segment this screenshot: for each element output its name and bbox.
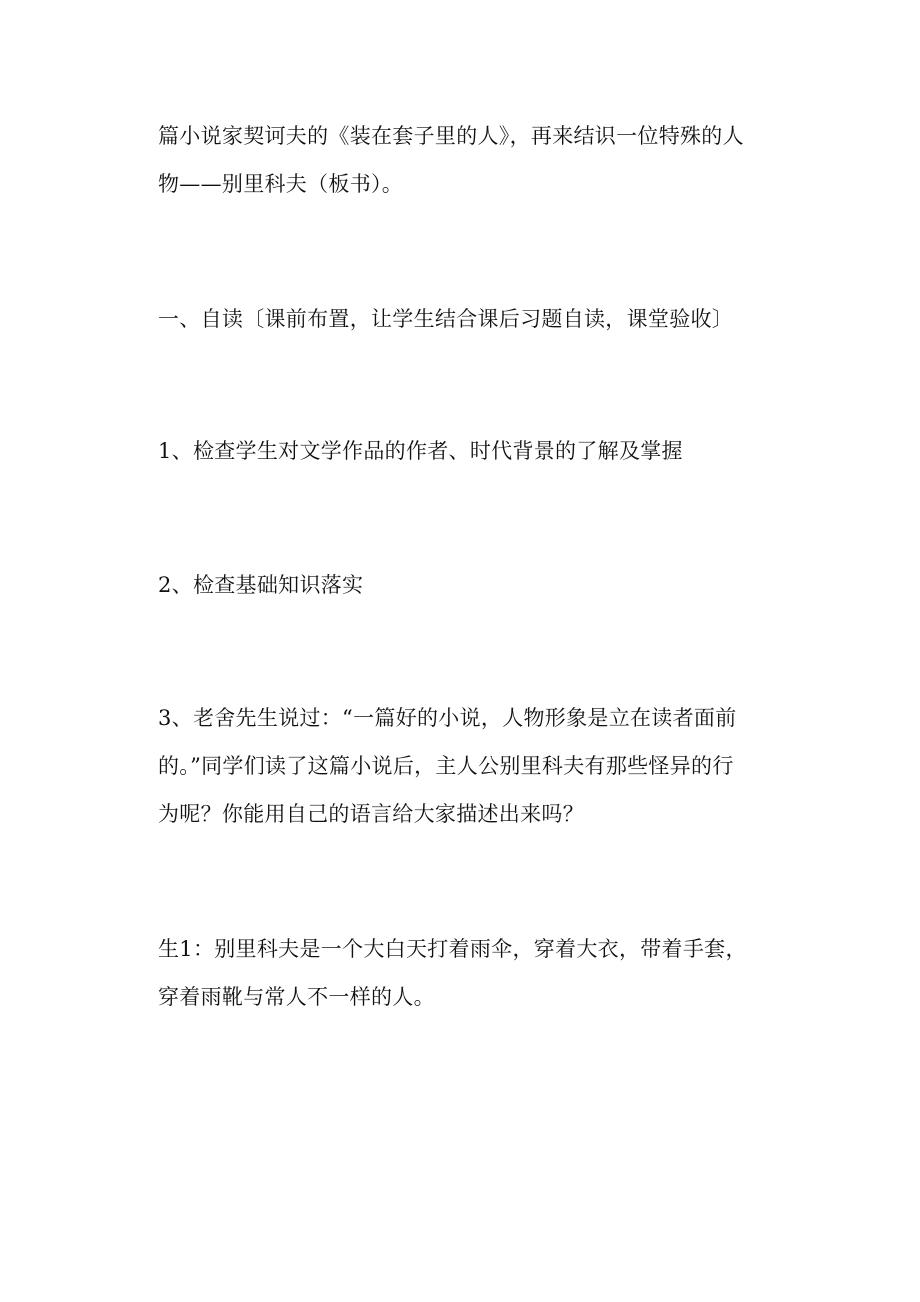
paragraph-line: 一、自读〔课前布置，让学生结合课后习题自读，课堂验收〕 bbox=[158, 307, 734, 331]
list-item-3 bbox=[158, 694, 778, 838]
paragraph-line: 的。”同学们读了这篇小说后，主人公别里科夫有那些怪异的行 bbox=[158, 754, 734, 778]
paragraph-line: 3、老舍先生说过：“一篇好的小说，人物形象是立在读者面前 bbox=[158, 706, 737, 730]
paragraph-line: 篇小说家契诃夫的《装在套子里的人》，再来结识一位特殊的人 bbox=[158, 124, 744, 148]
paragraph-line: 1、检查学生对文学作品的作者、时代背景的了解及掌握 bbox=[158, 439, 683, 463]
list-item-1 bbox=[158, 427, 778, 475]
section-heading-self-reading bbox=[158, 295, 778, 343]
paragraph-line: 为呢？你能用自己的语言给大家描述出来吗？ bbox=[158, 802, 584, 826]
paragraph-line: 2、检查基础知识落实 bbox=[158, 573, 364, 597]
paragraph-line: 生1：别里科夫是一个大白天打着雨伞，穿着大衣，带着手套， bbox=[158, 937, 747, 961]
paragraph-line: 穿着雨靴与常人不一样的人。 bbox=[158, 985, 435, 1009]
paragraph-intro bbox=[158, 112, 778, 208]
list-item-2 bbox=[158, 561, 778, 609]
student-answer-1 bbox=[158, 925, 778, 1021]
paragraph-line: 物——别里科夫（板书）。 bbox=[158, 172, 404, 196]
